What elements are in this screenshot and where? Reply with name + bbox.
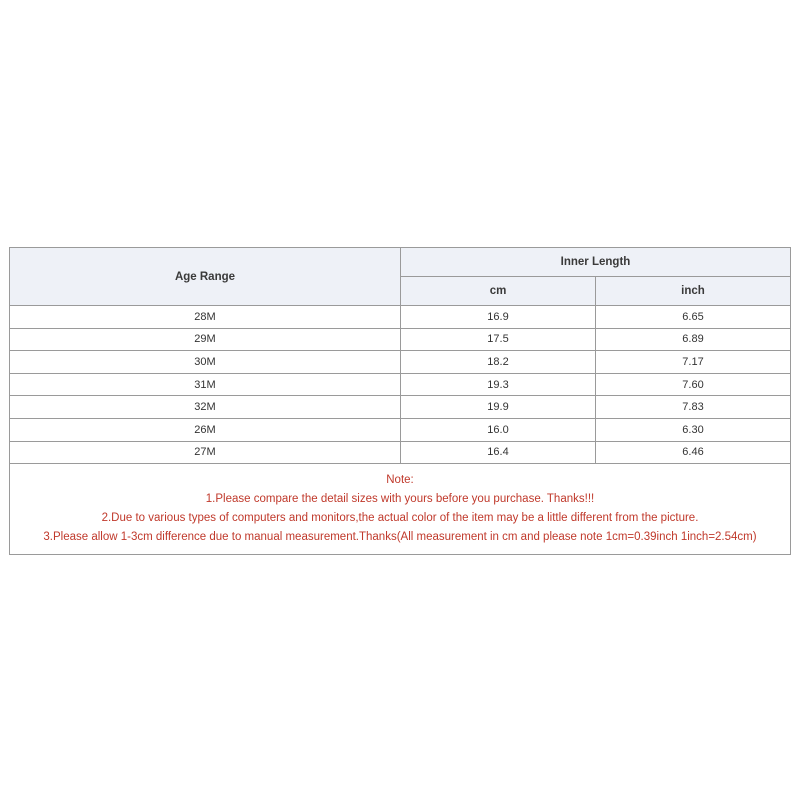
age-cell: 26M — [10, 419, 401, 441]
table-row — [10, 442, 790, 465]
age-cell: 31M — [10, 374, 401, 396]
cm-cell: 18.2 — [401, 351, 596, 373]
inch-cell: 7.17 — [682, 355, 704, 368]
table-row — [10, 374, 790, 397]
inch-cell: 6.89 — [682, 333, 704, 346]
inch-cell: 7.83 — [682, 401, 704, 414]
age-cell: 28M — [10, 306, 401, 328]
age-cell: 32M — [10, 396, 401, 418]
notes-section — [10, 464, 790, 554]
note-line: 2.Due to various types of computers and monitors,the actual color of the item may be a little different from the picture. — [101, 512, 699, 525]
table-row — [10, 351, 790, 374]
note-line: 3.Please allow 1-3cm difference due to manual measurement.Thanks(All measurement in cm and please note 1cm=0.39inch 1inch=2.54cm) — [43, 531, 757, 544]
inch-cell: 6.30 — [682, 423, 704, 436]
age-cell: 27M — [10, 442, 401, 464]
size-chart-table — [9, 247, 791, 555]
note-line: 1.Please compare the detail sizes with yours before you purchase. Thanks!!! — [205, 493, 595, 506]
inch-cell: 6.65 — [682, 310, 704, 323]
inch-cell: 6.46 — [682, 446, 704, 459]
cm-cell: 16.4 — [401, 442, 596, 464]
cm-cell: 16.0 — [401, 419, 596, 441]
inch-cell: 7.60 — [682, 378, 704, 391]
cm-cell: 16.9 — [401, 306, 596, 328]
unit-header-row — [401, 277, 790, 305]
age-cell: 29M — [10, 329, 401, 351]
inner-length-header-group — [401, 248, 790, 305]
table-row — [10, 306, 790, 329]
age-cell: 30M — [10, 351, 401, 373]
table-header — [10, 248, 790, 306]
table-row — [10, 329, 790, 352]
note-title: Note: — [386, 474, 414, 487]
cm-cell: 17.5 — [401, 329, 596, 351]
age-range-header: Age Range — [10, 248, 401, 305]
table-row — [10, 396, 790, 419]
table-row — [10, 419, 790, 442]
cm-header: cm — [401, 277, 596, 305]
cm-cell: 19.9 — [401, 396, 596, 418]
inner-length-header: Inner Length — [401, 248, 790, 277]
cm-cell: 19.3 — [401, 374, 596, 396]
inch-header: inch — [681, 285, 705, 297]
